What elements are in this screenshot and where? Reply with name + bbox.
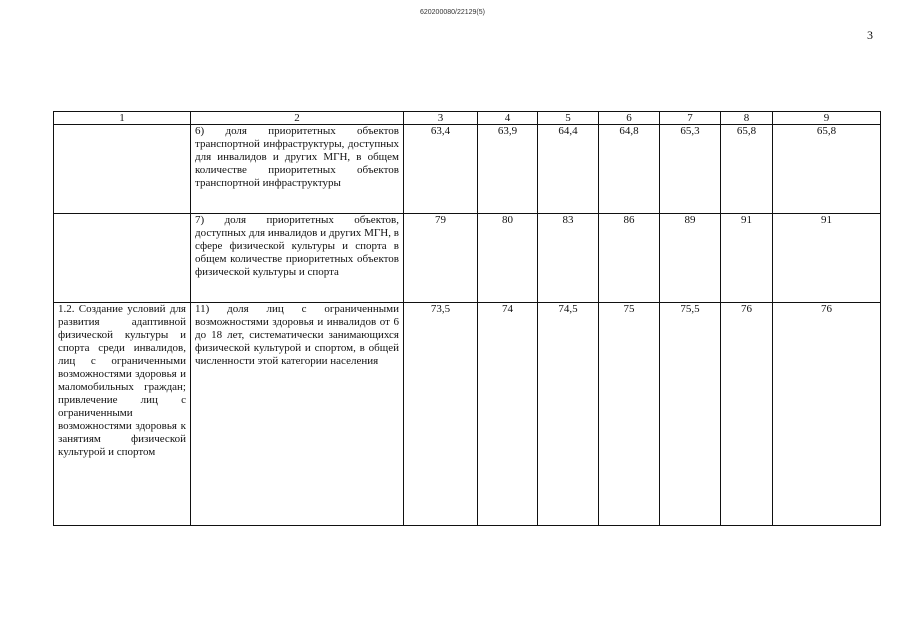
column-header-2: 2 [191,112,404,125]
value-cell: 86 [599,214,660,303]
column-number-row [54,112,881,125]
value-cell: 80 [478,214,538,303]
value-cell: 76 [721,303,773,526]
value-cell: 64,8 [599,125,660,214]
value-cell: 79 [404,214,478,303]
column-header-5: 5 [538,112,599,125]
table-row [54,214,881,303]
table-row [54,303,881,526]
value-cell: 91 [721,214,773,303]
table-row [54,125,881,214]
value-cell: 91 [773,214,881,303]
value-cell: 75,5 [660,303,721,526]
measure-cell [54,214,191,303]
value-cell: 65,8 [773,125,881,214]
value-cell: 63,4 [404,125,478,214]
indicator-cell: 6) доля приоритетных объектов транспортной инфраструктуры, доступных для инвалидов и других МГН, в общем количестве приоритетных объектов транспортной инфраструктуры [191,125,404,214]
value-cell: 64,4 [538,125,599,214]
column-header-6: 6 [599,112,660,125]
value-cell: 65,8 [721,125,773,214]
value-cell: 76 [773,303,881,526]
column-header-4: 4 [478,112,538,125]
value-cell: 73,5 [404,303,478,526]
measure-cell [54,125,191,214]
value-cell: 75 [599,303,660,526]
document-code: 620200080/22129(5) [419,9,485,16]
column-header-9: 9 [773,112,881,125]
value-cell: 63,9 [478,125,538,214]
column-header-7: 7 [660,112,721,125]
column-header-1: 1 [54,112,191,125]
indicator-cell: 11) доля лиц с ограниченными возможностями здоровья и инвалидов от 6 до 18 лет, систематически занимающихся физической культурой и спортом, в общей численности этой категории населения [191,303,404,526]
value-cell: 74,5 [538,303,599,526]
value-cell: 83 [538,214,599,303]
value-cell: 89 [660,214,721,303]
page-number: 3 [867,28,873,42]
value-cell: 74 [478,303,538,526]
measure-cell: 1.2. Создание условий для развития адаптивной физической культуры и спорта среди инвалидов, лиц с ограниченными возможностями здоровья и маломобильных граждан; привлечение лиц с ограниченными возможностями здоровья к занятиям физической культурой и спортом [54,303,191,526]
indicator-cell: 7) доля приоритетных объектов, доступных для инвалидов и других МГН, в сфере физической культуры и спорта в общем количестве приоритетных объектов физической культуры и спорта [191,214,404,303]
column-header-3: 3 [404,112,478,125]
column-header-8: 8 [721,112,773,125]
indicators-table [53,111,881,526]
value-cell: 65,3 [660,125,721,214]
